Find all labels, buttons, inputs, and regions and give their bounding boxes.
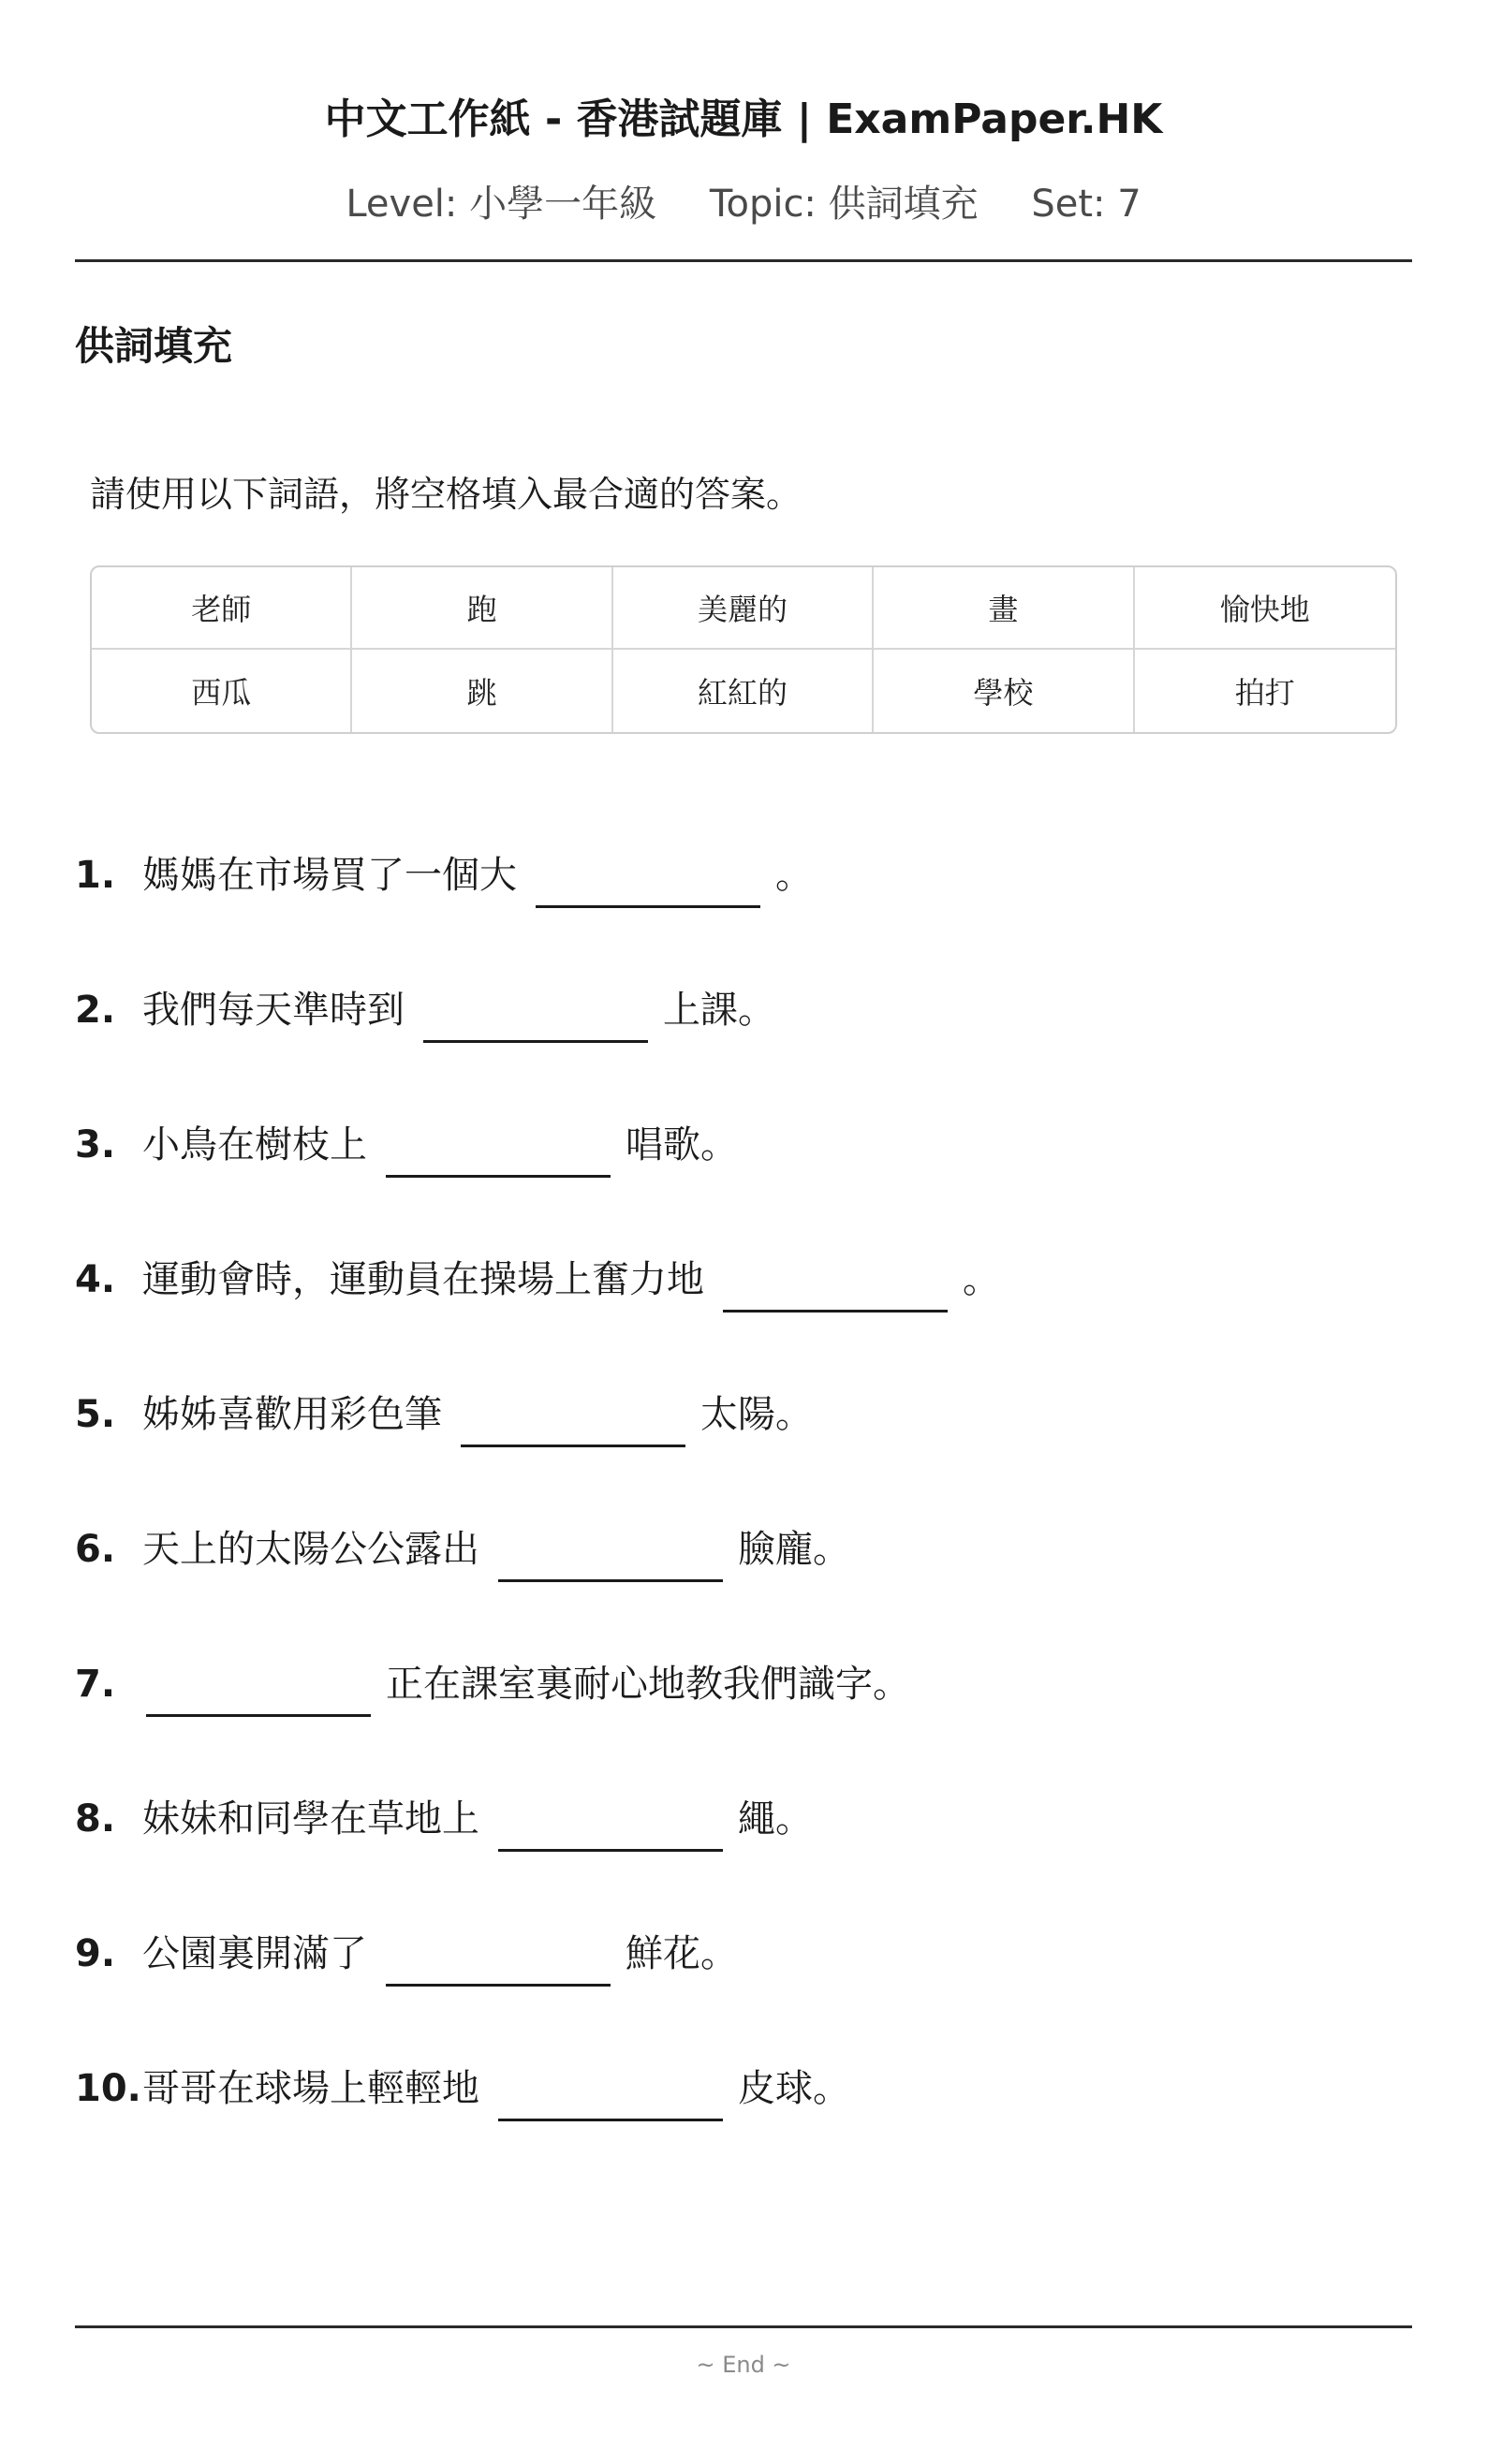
question-item — [75, 1382, 813, 1447]
word-bank-cell: 跑 — [352, 567, 612, 650]
answer-blank[interactable] — [423, 993, 648, 1043]
question-text-before: 妹妹和同學在草地上 — [142, 1797, 479, 1841]
question-text-before: 公園裏開滿了 — [142, 1932, 367, 1975]
question-number: 10. — [75, 2067, 141, 2110]
question-text-before: 我們每天準時到 — [142, 989, 405, 1032]
question-text-after: 上課。 — [663, 989, 775, 1032]
question-number: 2. — [75, 989, 116, 1032]
worksheet-page — [75, 0, 1412, 2464]
question-text-after: 。 — [963, 1258, 1000, 1301]
question-number: 1. — [75, 854, 116, 897]
question-text-after: 臉龐。 — [738, 1528, 850, 1571]
word-bank-cell: 跳 — [352, 650, 612, 732]
question-text-before: 姊姊喜歡用彩色筆 — [142, 1393, 442, 1436]
word-bank-cell: 拍打 — [1234, 675, 1295, 711]
word-bank-cell: 學校 — [874, 650, 1134, 732]
section-title: 供詞填充 — [75, 323, 233, 369]
answer-blank[interactable] — [386, 1128, 611, 1178]
word-bank-cell: 老師 — [92, 567, 352, 650]
word-bank-cell: 美麗的 — [613, 567, 874, 650]
question-number: 4. — [75, 1258, 116, 1301]
header-divider — [75, 259, 1412, 262]
word-bank-cell: 紅紅的 — [613, 650, 874, 732]
answer-blank[interactable] — [536, 858, 760, 908]
answer-blank[interactable] — [498, 1802, 723, 1852]
question-text-before: 哥哥在球場上輕輕地 — [142, 2067, 479, 2110]
question-text-after: 唱歌。 — [626, 1123, 738, 1166]
question-item — [75, 1247, 1000, 1313]
question-number: 3. — [75, 1123, 116, 1166]
end-marker: ~ End ~ — [696, 2352, 791, 2378]
question-text-before: 運動會時，運動員在操場上奮力地 — [142, 1258, 704, 1301]
question-item — [75, 977, 775, 1043]
question-text-after: 。 — [775, 854, 813, 897]
answer-blank[interactable] — [146, 1667, 371, 1717]
question-number: 9. — [75, 1932, 116, 1975]
question-item — [75, 1517, 850, 1582]
question-text-after: 皮球。 — [738, 2067, 850, 2110]
answer-blank[interactable] — [461, 1398, 685, 1447]
answer-blank[interactable] — [498, 1533, 723, 1582]
word-bank-cell: 畫 — [874, 567, 1134, 650]
question-number: 5. — [75, 1393, 116, 1436]
question-number: 8. — [75, 1797, 116, 1841]
question-item — [75, 1112, 738, 1178]
word-bank-cell: 西瓜 — [92, 650, 352, 732]
question-text-after: 正在課室裏耐心地教我們識字。 — [386, 1663, 910, 1706]
question-text-after: 太陽。 — [700, 1393, 813, 1436]
answer-blank[interactable] — [723, 1263, 948, 1313]
question-item — [75, 1786, 813, 1852]
question-item — [75, 1651, 910, 1717]
question-number: 6. — [75, 1528, 116, 1571]
level-label: Level: 小學一年級 — [346, 183, 657, 226]
worksheet-title: 中文工作紙 - 香港試題庫 | ExamPaper.HK — [324, 95, 1163, 143]
question-item — [75, 1921, 738, 1987]
answer-blank[interactable] — [386, 1937, 611, 1987]
question-number: 7. — [75, 1663, 116, 1706]
question-text-after: 鮮花。 — [626, 1932, 738, 1975]
set-label: Set: 7 — [1031, 183, 1141, 226]
answer-blank[interactable] — [498, 2072, 723, 2121]
question-text-after: 繩。 — [738, 1797, 813, 1841]
question-text-before: 媽媽在市場買了一個大 — [142, 854, 517, 897]
worksheet-meta — [75, 178, 1412, 230]
word-bank-table — [90, 565, 1397, 734]
topic-label: Topic: 供詞填充 — [709, 183, 979, 226]
question-item — [75, 2056, 850, 2121]
question-text-before: 小鳥在樹枝上 — [142, 1123, 367, 1166]
question-text-before: 天上的太陽公公露出 — [142, 1528, 479, 1571]
footer-divider — [75, 2325, 1412, 2328]
word-bank-cell: 愉快地 — [1135, 567, 1395, 650]
instruction-text: 請使用以下詞語，將空格填入最合適的答案。 — [90, 474, 802, 515]
question-item — [75, 843, 813, 908]
